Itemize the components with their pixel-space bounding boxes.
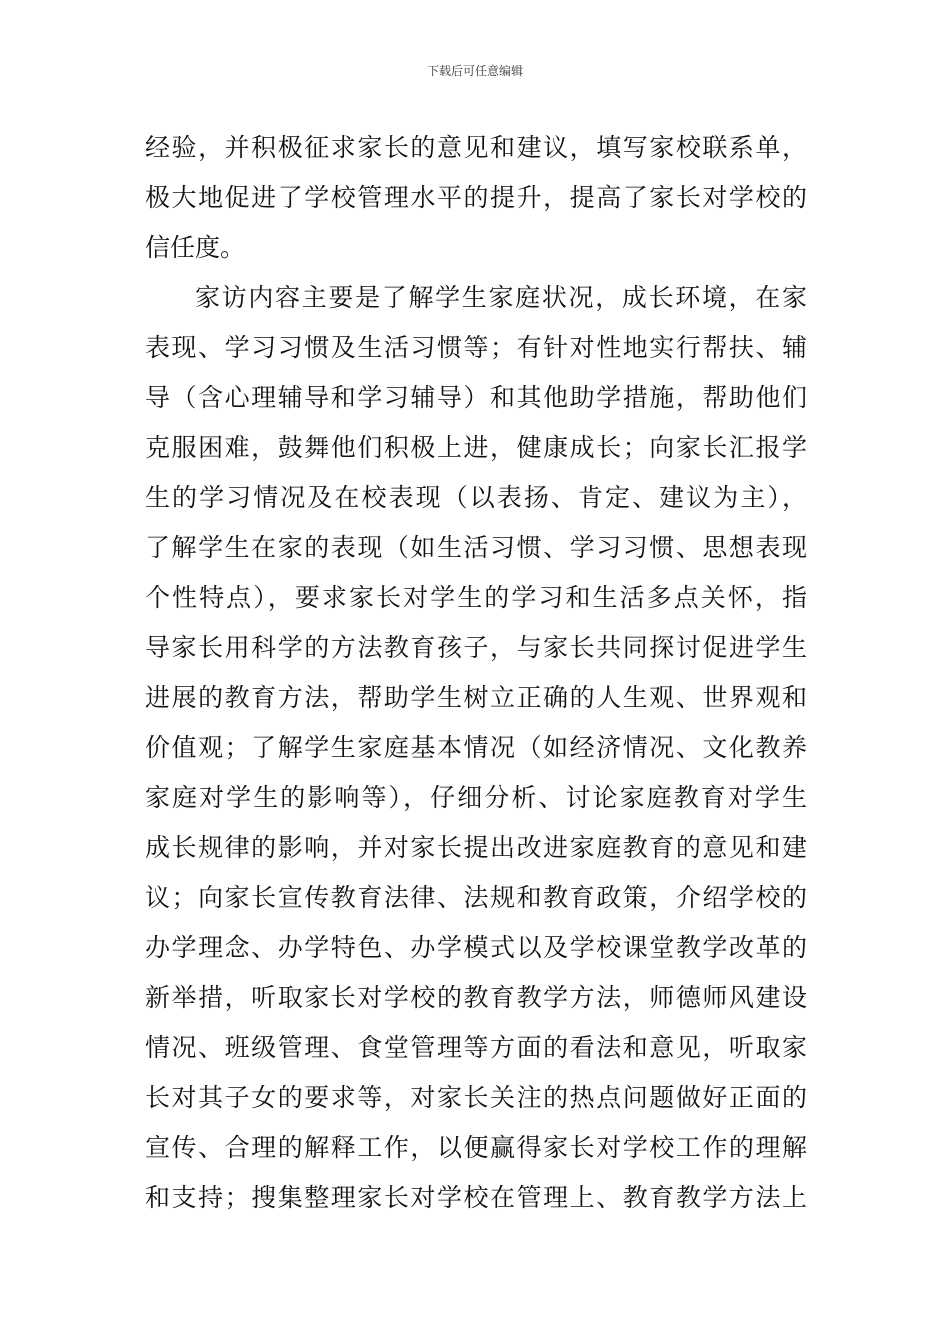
text-line: 导（含心理辅导和学习辅导）和其他助学措施，帮助他们 [145,383,807,412]
text-line: 表现、学习习惯及生活习惯等；有针对性地实行帮扶、辅 [145,333,807,362]
text-line [145,1223,807,1273]
text-line: 经验，并积极征求家长的意见和建议，填写家校联系单， [145,133,807,162]
text-line: 成长规律的影响，并对家长提出改进家庭教育的意见和建 [145,833,807,862]
text-line: 新举措，听取家长对学校的教育教学方法，师德师风建设 [145,983,807,1012]
text-line: 导家长用科学的方法教育孩子，与家长共同探讨促进学生 [145,633,807,662]
text-line: 进展的教育方法，帮助学生树立正确的人生观、世界观和 [145,683,807,712]
text-line: 生的学习情况及在校表现（以表扬、肯定、建议为主）， [145,483,807,512]
text-line: 议；向家长宣传教育法律、法规和教育政策，介绍学校的 [145,883,807,912]
text-line: 家庭对学生的影响等），仔细分析、讨论家庭教育对学生 [145,783,807,812]
text-line: 办学理念、办学特色、办学模式以及学校课堂教学改革的 [145,933,807,962]
text-line: 克服困难，鼓舞他们积极上进，健康成长；向家长汇报学 [145,433,807,462]
paragraph-2 [145,273,807,1273]
text-line: 情况、班级管理、食堂管理等方面的看法和意见，听取家 [145,1033,807,1062]
text-line: 价值观；了解学生家庭基本情况（如经济情况、文化教养 [145,733,807,762]
page-header: 下载后可任意编辑 [426,64,523,78]
text-line: 长对其子女的要求等，对家长关注的热点问题做好正面的 [145,1083,807,1112]
text-line: 极大地促进了学校管理水平的提升，提高了家长对学校的 [145,183,807,212]
text-line: 个性特点），要求家长对学生的学习和生活多点关怀，指 [145,583,807,612]
text-line: 了解学生在家的表现（如生活习惯、学习习惯、思想表现 [145,533,807,562]
document-body [145,123,807,1273]
text-line: 和支持；搜集整理家长对学校在管理上、教育教学方法上 [145,1183,807,1212]
text-line: 信任度。 [145,233,246,262]
paragraph-1 [145,123,807,273]
text-line: 宣传、合理的解释工作，以便赢得家长对学校工作的理解 [145,1133,807,1162]
text-line: 家访内容主要是了解学生家庭状况，成长环境，在家 [195,283,807,312]
